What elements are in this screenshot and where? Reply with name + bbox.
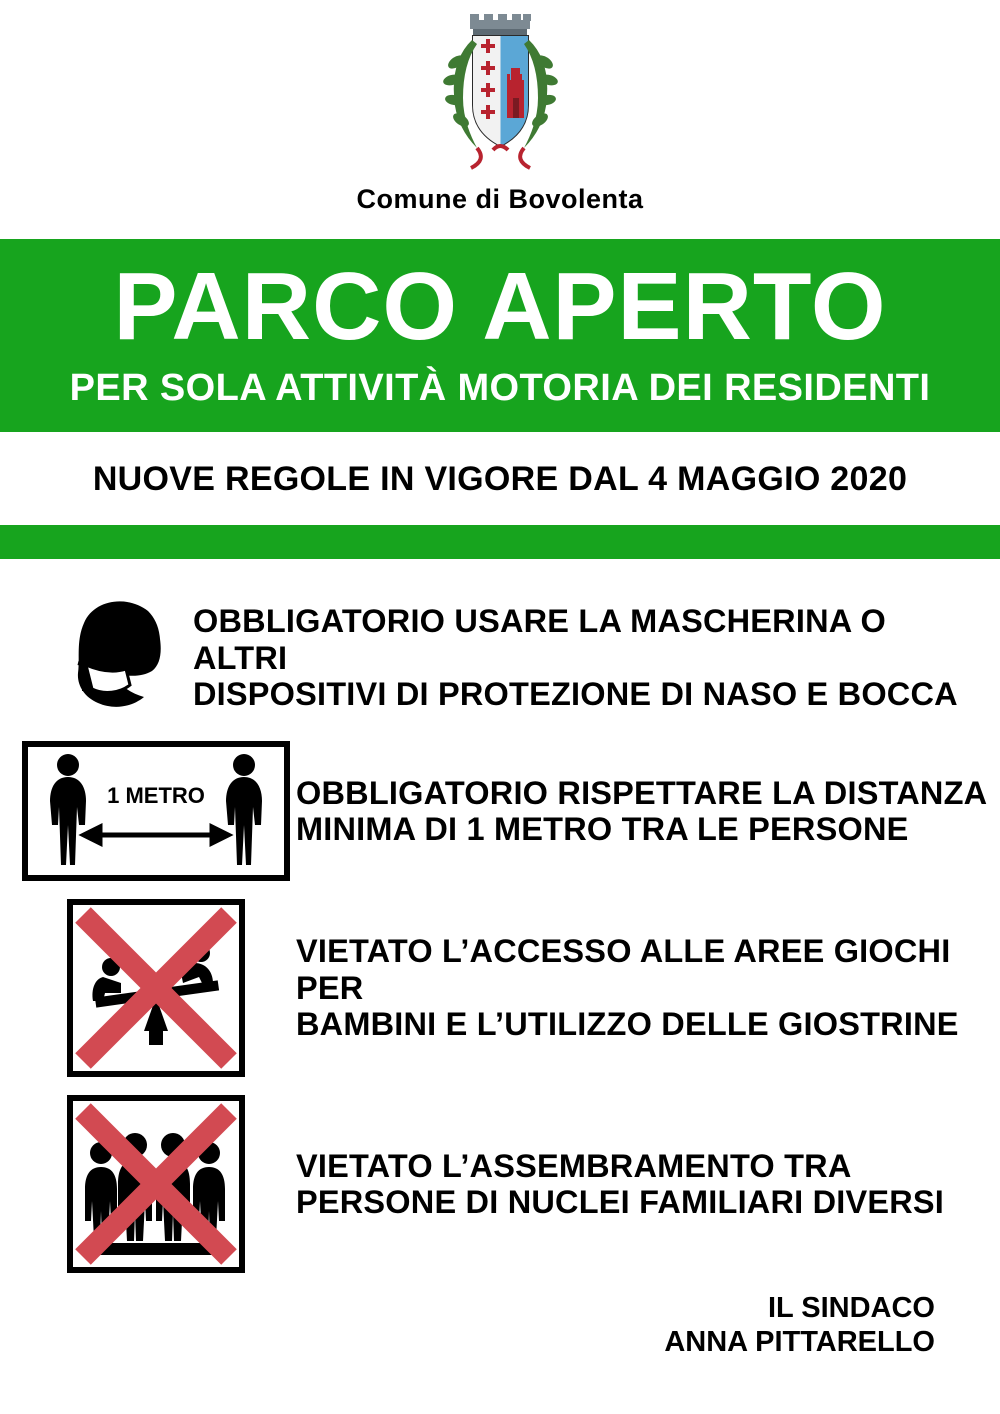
rule-text xyxy=(181,603,988,712)
signature-block xyxy=(664,1292,935,1359)
rule-text-line: DISPOSITIVI DI PROTEZIONE DI NASO E BOCCA xyxy=(193,676,958,713)
rule-item xyxy=(16,593,988,723)
rule-icon-container xyxy=(16,593,181,723)
face-mask-icon xyxy=(56,593,176,723)
rule-item xyxy=(16,741,988,881)
rule-text-line: MINIMA DI 1 METRO TRA LE PERSONE xyxy=(296,811,909,847)
rule-text xyxy=(296,775,987,848)
rule-item xyxy=(16,1095,988,1273)
rule-text-line: OBBLIGATORIO RISPETTARE LA DISTANZA xyxy=(296,774,988,811)
distance-illustration xyxy=(28,747,284,875)
signature-name: ANNA PITTARELLO xyxy=(664,1325,935,1358)
headline-banner xyxy=(0,239,1000,432)
no-gathering-icon xyxy=(67,1095,245,1273)
gathering-illustration xyxy=(73,1101,239,1267)
playground-illustration xyxy=(73,905,239,1071)
rules-effective-date: NUOVE REGOLE IN VIGORE DAL 4 MAGGIO 2020 xyxy=(92,460,908,498)
page-title: PARCO APERTO xyxy=(113,253,887,360)
rule-icon-container xyxy=(16,741,296,881)
social-distance-1-metre-icon xyxy=(22,741,290,881)
page-subtitle: PER SOLA ATTIVITÀ MOTORIA DEI RESIDENTI xyxy=(69,367,931,409)
rule-item xyxy=(16,899,988,1077)
municipality-name: Comune di Bovolenta xyxy=(356,184,644,214)
signature-role: IL SINDACO xyxy=(767,1292,935,1325)
rule-text xyxy=(296,933,988,1042)
rule-text-line: VIETATO L’ACCESSO ALLE AREE GIOCHI PER xyxy=(296,933,951,1006)
crest-container xyxy=(0,0,1000,180)
rule-text-line: OBBLIGATORIO USARE LA MASCHERINA O ALTRI xyxy=(193,603,886,676)
no-playground-icon xyxy=(67,899,245,1077)
rule-text-line: VIETATO L’ASSEMBRAMENTO TRA xyxy=(296,1147,852,1184)
distance-label: 1 METRO xyxy=(107,783,205,808)
rule-icon-container xyxy=(16,899,296,1077)
rule-text-line: PERSONE DI NUCLEI FAMILIARI DIVERSI xyxy=(296,1184,945,1220)
green-divider xyxy=(0,525,1000,559)
rules-list xyxy=(0,593,1000,1273)
rule-text-line: BAMBINI E L’UTILIZZO DELLE GIOSTRINE xyxy=(296,1006,959,1043)
municipal-coat-of-arms-icon xyxy=(415,10,585,180)
rule-icon-container xyxy=(16,1095,296,1273)
rule-text xyxy=(296,1148,944,1221)
